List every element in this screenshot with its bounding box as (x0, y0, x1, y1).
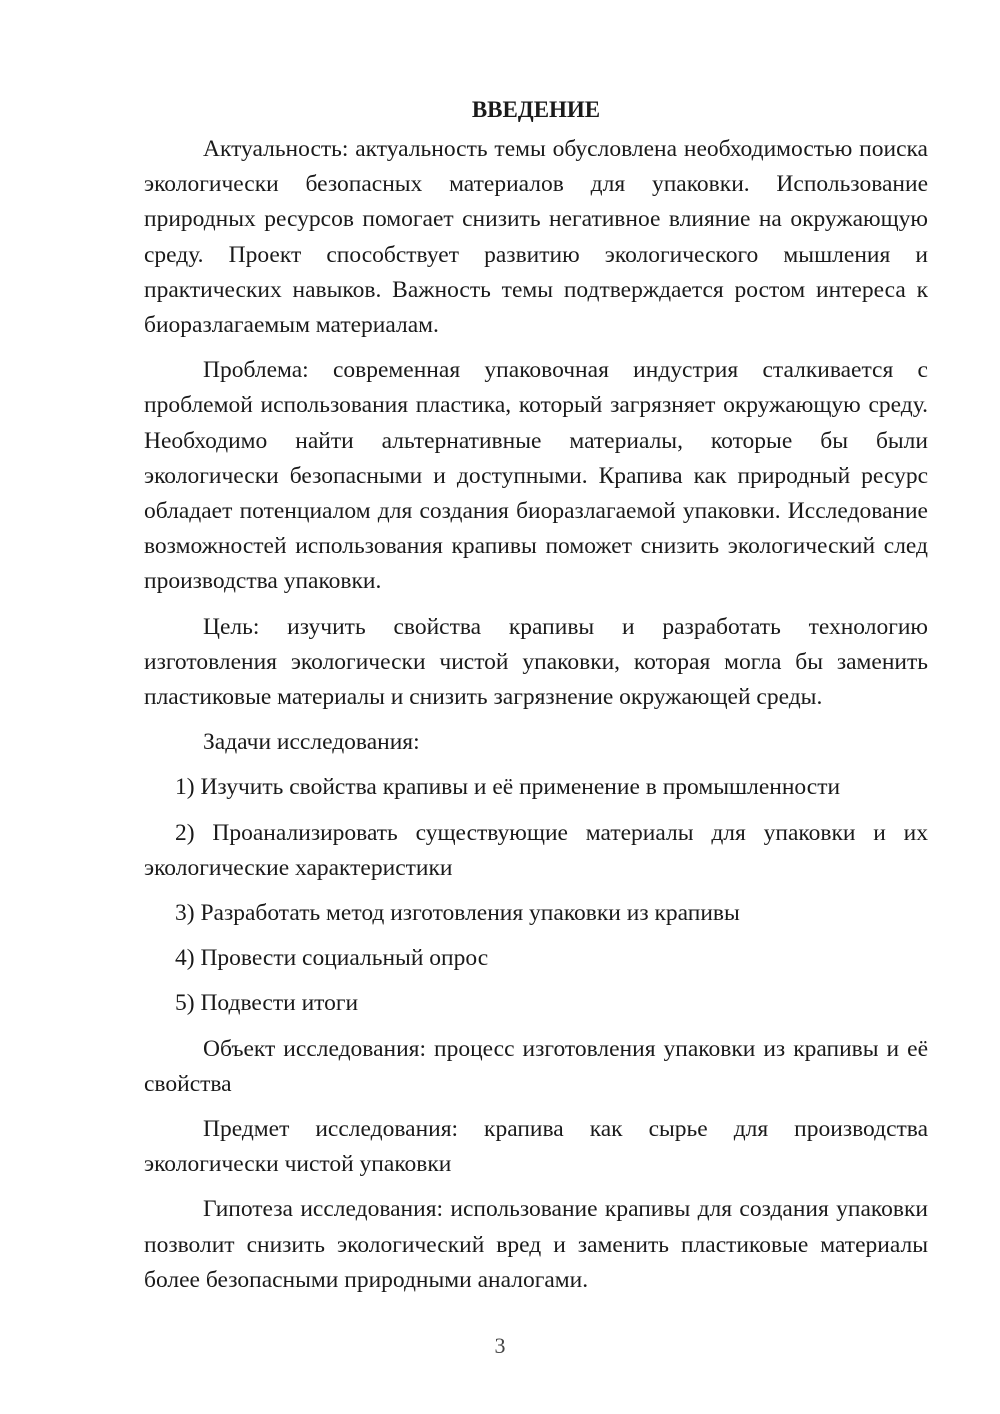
task-item-5: 5) Подвести итоги (175, 990, 359, 1017)
tasks-intro: Задачи исследования: (203, 729, 420, 756)
hypothesis-paragraph: Гипотеза исследования: использование крапивы для создания упаковки позволит снизить экологический вред и заменить пластиковые материалы более безопасными природными аналогами. (144, 1196, 928, 1293)
task-item-2: 2) Проанализировать существующие материалы для упаковки и их экологические характеристики (144, 819, 928, 881)
object-paragraph: Объект исследования: процесс изготовления упаковки из крапивы и её свойства (144, 1035, 928, 1097)
subject-paragraph: Предмет исследования: крапива как сырье для производства экологически чистой упаковки (144, 1116, 928, 1178)
problem-paragraph: Проблема: современная упаковочная индустрия сталкивается с проблемой использования пластика, который загрязняет окружающую среду. Необходимо найти альтернативные материалы, которые бы были экологически безопасными и доступными. Крапива как природный ресурс обладает потенциалом для создания биоразлагаемой упаковки. Исследование возможностей использования крапивы поможет снизить экологический след производства упаковки. (144, 357, 928, 595)
task-item-1: 1) Изучить свойства крапивы и её применение в промышленности (175, 774, 841, 801)
task-item-3: 3) Разработать метод изготовления упаковки из крапивы (175, 900, 740, 927)
page-title: ВВЕДЕНИЕ (471, 97, 601, 122)
relevance-paragraph: Актуальность: актуальность темы обусловлена необходимостью поиска экологически безопасных материалов для упаковки. Использование природных ресурсов помогает снизить негативное влияние на окружающую среду. Проект способствует развитию экологического мышления и практических навыков. Важность темы подтверждается ростом интереса к биоразлагаемым материалам. (144, 136, 928, 339)
page-number: 3 (494, 1333, 506, 1358)
goal-paragraph: Цель: изучить свойства крапивы и разработать технологию изготовления экологически чистой упаковки, которая могла бы заменить пластиковые материалы и снизить загрязнение окружающей среды. (144, 613, 928, 711)
task-item-4: 4) Провести социальный опрос (175, 945, 489, 972)
